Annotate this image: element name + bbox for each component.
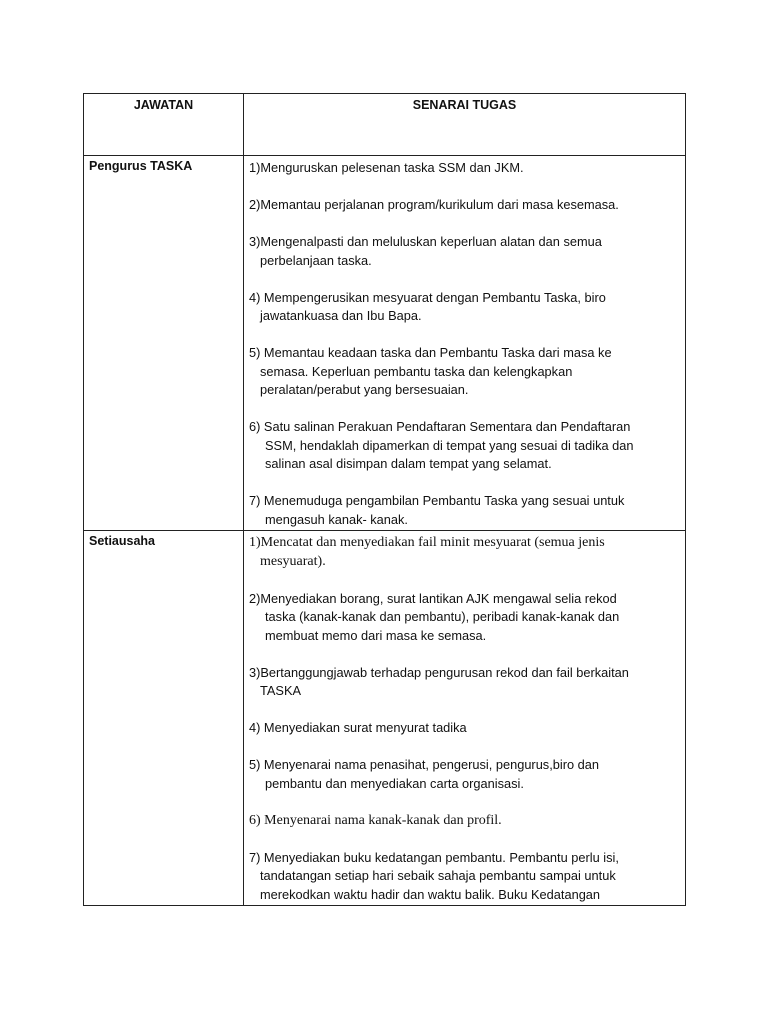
duties-table (83, 93, 686, 906)
duty-item: 7) Menemuduga pengambilan Pembantu Taska yang sesuai untuk mengasuh kanak- kanak. (249, 493, 625, 528)
duties-cell (244, 531, 686, 906)
header-jawatan: JAWATAN (84, 94, 244, 156)
header-row (84, 94, 686, 156)
duty-item: 1)Mencatat dan menyediakan fail minit mesyuarat (semua jenis mesyuarat). (249, 535, 605, 569)
duty-item: 5) Memantau keadaan taska dan Pembantu Taska dari masa ke semasa. Keperluan pembantu taska dan kelengkapkan peralatan/perabut yang bersesuaian. (249, 345, 612, 398)
duty-item: 6) Menyenarai nama kanak-kanak dan profil. (249, 812, 502, 828)
duty-item: 1)Menguruskan pelesenan taska SSM dan JKM. (249, 160, 524, 175)
table-row-setiausaha (84, 531, 686, 906)
duty-item: 5) Menyenarai nama penasihat, pengerusi, pengurus,biro dan pembantu dan menyediakan carta organisasi. (249, 757, 600, 791)
duty-item: 3)Mengenalpasti dan meluluskan keperluan alatan dan semua perbelanjaan taska. (249, 233, 602, 268)
duty-item: 2)Menyediakan borang, surat lantikan AJK mengawal selia rekod taska (kanak-kanak dan pembantu), peribadi kanak-kanak dan membuat memo dari masa ke semasa. (249, 590, 620, 643)
duty-item: 7) Menyediakan buku kedatangan pembantu. Pembantu perlu isi, tandatangan setiap hari sebaik sahaja pembantu sampai untuk merekodkan waktu hadir dan waktu balik. Buku Kedatangan (249, 849, 619, 903)
role-cell: Pengurus TASKA (84, 156, 244, 531)
role-cell: Setiausaha (84, 531, 244, 906)
header-senarai-tugas: SENARAI TUGAS (244, 94, 686, 156)
duties-cell (244, 156, 686, 531)
duty-item: 3)Bertanggungjawab terhadap pengurusan rekod dan fail berkaitan TASKA (249, 664, 629, 699)
duty-item: 2)Memantau perjalanan program/kurikulum dari masa kesemasa. (249, 196, 619, 212)
duty-item: 4) Mempengerusikan mesyuarat dengan Pembantu Taska, biro jawatankuasa dan Ibu Bapa. (249, 289, 606, 324)
duty-item: 6) Satu salinan Perakuan Pendaftaran Sementara dan Pendaftaran SSM, hendaklah dipamerkan di tempat yang sesuai di tadika dan salinan asal disimpan dalam tempat yang selamat. (249, 419, 634, 472)
table-row-pengurus (84, 156, 686, 531)
duty-item: 4) Menyediakan surat menyurat tadika (249, 720, 467, 736)
